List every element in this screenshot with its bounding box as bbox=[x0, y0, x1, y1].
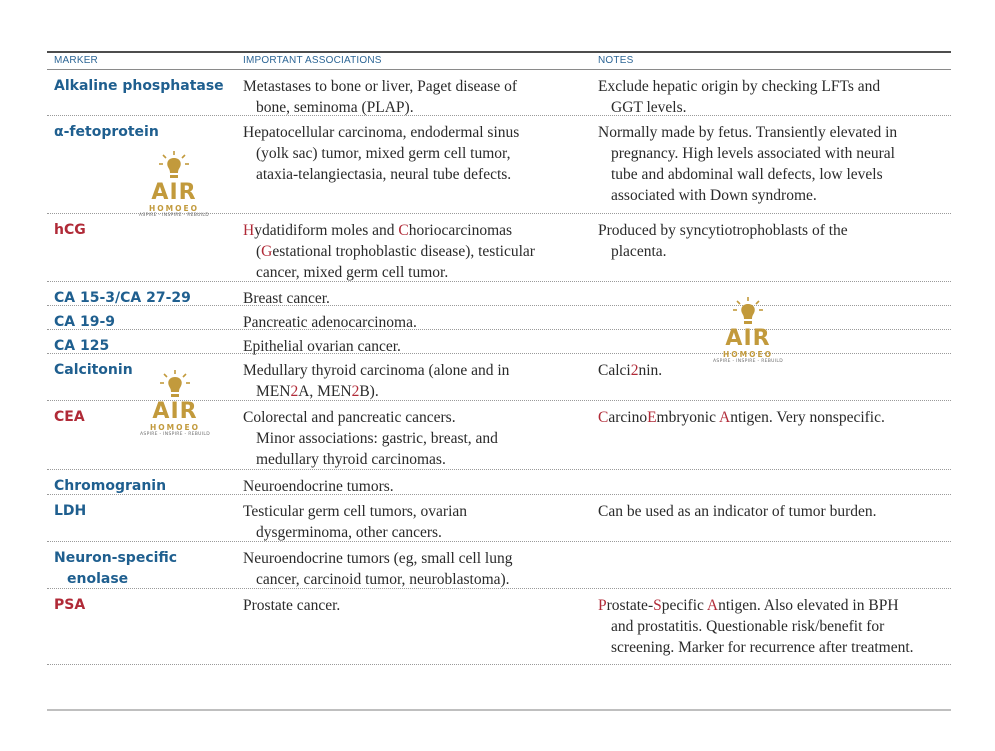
text-line bbox=[243, 143, 593, 164]
table-row bbox=[47, 214, 951, 282]
text-segment: Prostate cancer. bbox=[243, 597, 341, 614]
watermark-title: AIR bbox=[152, 399, 198, 424]
text-segment: Normally made by fetus. Transiently elevated in bbox=[598, 124, 898, 141]
text-segment: mbryonic bbox=[656, 409, 719, 426]
table-row bbox=[47, 306, 951, 330]
text-segment: (yolk sac) tumor, mixed germ cell tumor, bbox=[256, 145, 511, 162]
table-row bbox=[47, 589, 951, 665]
notes-cell bbox=[598, 220, 951, 262]
lightbulb-icon bbox=[158, 369, 192, 401]
text-segment: ydatidiform moles and bbox=[254, 222, 399, 239]
text-segment: pregnancy. High levels associated with neural bbox=[611, 145, 895, 162]
text-segment: horiocarcinomas bbox=[408, 222, 513, 239]
text-line bbox=[243, 595, 593, 616]
highlight-letter: 2 bbox=[630, 362, 639, 379]
text-segment: MEN bbox=[256, 383, 291, 400]
highlight-letter: H bbox=[243, 222, 255, 239]
text-segment: bone, seminoma (PLAP). bbox=[256, 99, 414, 116]
text-line bbox=[243, 428, 593, 449]
text-line bbox=[598, 501, 951, 522]
text-line bbox=[243, 76, 593, 97]
highlight-letter: A bbox=[718, 409, 731, 426]
marker-name-line: Calcitonin bbox=[54, 362, 133, 378]
text-segment: Testicular germ cell tumors, ovarian bbox=[243, 503, 468, 520]
text-segment: ( bbox=[256, 243, 262, 260]
text-segment: Minor associations: gastric, breast, and bbox=[256, 430, 498, 447]
text-segment: ntigen. Very nonspecific. bbox=[730, 409, 885, 426]
text-segment: cancer, carcinoid tumor, neuroblastoma). bbox=[256, 571, 510, 588]
text-segment: and prostatitis. Questionable risk/benefit for bbox=[611, 618, 885, 635]
marker-name-line: Neuron-specific bbox=[54, 550, 178, 566]
watermark-subtitle: HOMOEO bbox=[149, 204, 199, 213]
table-row bbox=[47, 470, 951, 495]
text-segment: Calci bbox=[598, 362, 631, 379]
text-line bbox=[243, 164, 593, 185]
marker-name bbox=[54, 220, 239, 241]
text-segment: ntigen. Also elevated in BPH bbox=[718, 597, 899, 614]
text-line bbox=[243, 569, 593, 590]
text-segment: Produced by syncytiotrophoblasts of the bbox=[598, 222, 848, 239]
text-segment: Exclude hepatic origin by checking LFTs and bbox=[598, 78, 881, 95]
watermark-logo bbox=[129, 150, 219, 219]
associations-cell bbox=[243, 501, 593, 543]
tumor-marker-table bbox=[47, 51, 951, 665]
marker-name bbox=[54, 548, 239, 590]
text-segment: Can be used as an indicator of tumor burden. bbox=[598, 503, 877, 520]
text-line bbox=[598, 407, 951, 428]
text-segment: cancer, mixed germ cell tumor. bbox=[256, 264, 449, 281]
text-segment: estational trophoblastic disease), testicular bbox=[272, 243, 535, 260]
text-line bbox=[598, 637, 951, 658]
text-line bbox=[598, 97, 951, 118]
text-segment: ataxia-telangiectasia, neural tube defects. bbox=[256, 166, 512, 183]
notes-cell bbox=[598, 76, 951, 118]
text-segment: Neuroendocrine tumors. bbox=[243, 478, 394, 495]
header-marker: MARKER bbox=[54, 55, 98, 66]
text-line bbox=[243, 476, 593, 497]
highlight-letter: C bbox=[398, 222, 409, 239]
associations-cell bbox=[243, 548, 593, 590]
highlight-letter: P bbox=[598, 597, 607, 614]
text-segment: tube and abdominal wall defects, low levels bbox=[611, 166, 883, 183]
watermark-logo bbox=[703, 296, 793, 365]
text-line bbox=[598, 616, 951, 637]
marker-name-line: α-fetoprotein bbox=[54, 124, 159, 140]
text-line bbox=[243, 262, 593, 283]
text-line bbox=[598, 241, 951, 262]
highlight-letter: A bbox=[706, 597, 719, 614]
marker-name-line: CA 15-3/CA 27-29 bbox=[54, 290, 191, 306]
lightbulb-icon bbox=[157, 150, 191, 182]
marker-name bbox=[54, 476, 239, 497]
text-segment: Breast cancer. bbox=[243, 290, 330, 307]
watermark-tagline: ASPIRE - INSPIRE - REBUILD bbox=[139, 213, 209, 218]
header-notes: NOTES bbox=[598, 55, 634, 66]
text-segment: arcino bbox=[608, 409, 648, 426]
associations-cell bbox=[243, 595, 593, 616]
marker-name-line: LDH bbox=[54, 503, 87, 519]
associations-cell bbox=[243, 476, 593, 497]
associations-cell bbox=[243, 76, 593, 118]
text-line bbox=[243, 241, 593, 262]
text-segment: A, MEN bbox=[298, 383, 352, 400]
text-line bbox=[243, 122, 593, 143]
table-row bbox=[47, 282, 951, 306]
lightbulb-icon bbox=[731, 296, 765, 328]
text-segment: rostate- bbox=[606, 597, 654, 614]
highlight-letter: 2 bbox=[290, 383, 299, 400]
text-line bbox=[243, 381, 593, 402]
notes-cell bbox=[598, 501, 951, 522]
table-header bbox=[47, 51, 951, 70]
highlight-letter: 2 bbox=[351, 383, 360, 400]
text-segment: Neuroendocrine tumors (eg, small cell lung bbox=[243, 550, 513, 567]
marker-name-line: Chromogranin bbox=[54, 478, 167, 494]
table-row bbox=[47, 70, 951, 116]
highlight-letter: E bbox=[647, 409, 657, 426]
marker-name-line: hCG bbox=[54, 222, 86, 238]
text-segment: medullary thyroid carcinomas. bbox=[256, 451, 446, 468]
text-segment: B). bbox=[359, 383, 379, 400]
watermark-logo bbox=[130, 369, 220, 438]
text-line bbox=[243, 97, 593, 118]
header-associations: IMPORTANT ASSOCIATIONS bbox=[243, 55, 382, 66]
text-line bbox=[598, 164, 951, 185]
table-row bbox=[47, 495, 951, 542]
associations-cell bbox=[243, 220, 593, 283]
marker-name-line: enolase bbox=[67, 571, 129, 587]
text-segment: nin. bbox=[638, 362, 663, 379]
associations-cell bbox=[243, 407, 593, 470]
text-segment: Pancreatic adenocarcinoma. bbox=[243, 314, 417, 331]
text-segment: associated with Down syndrome. bbox=[611, 187, 817, 204]
text-segment: screening. Marker for recurrence after treatment. bbox=[611, 639, 914, 656]
text-segment: placenta. bbox=[611, 243, 667, 260]
text-line bbox=[243, 548, 593, 569]
watermark-subtitle: HOMOEO bbox=[723, 350, 773, 359]
notes-cell bbox=[598, 595, 951, 658]
text-segment: Metastases to bone or liver, Paget disease of bbox=[243, 78, 517, 95]
highlight-letter: S bbox=[653, 597, 662, 614]
text-line bbox=[243, 522, 593, 543]
marker-name bbox=[54, 122, 239, 143]
text-line bbox=[243, 407, 593, 428]
text-segment: pecific bbox=[661, 597, 707, 614]
bottom-rule bbox=[47, 709, 951, 711]
marker-name-line: CA 19-9 bbox=[54, 314, 116, 330]
marker-name bbox=[54, 595, 239, 616]
marker-name-line: CA 125 bbox=[54, 338, 110, 354]
text-segment: GGT levels. bbox=[611, 99, 687, 116]
notes-cell bbox=[598, 122, 951, 206]
text-segment: dysgerminoma, other cancers. bbox=[256, 524, 442, 541]
table-row bbox=[47, 542, 951, 589]
text-line bbox=[243, 360, 593, 381]
watermark-title: AIR bbox=[151, 180, 197, 205]
text-line bbox=[243, 449, 593, 470]
text-line bbox=[598, 595, 951, 616]
highlight-letter: C bbox=[598, 409, 609, 426]
text-line bbox=[598, 122, 951, 143]
associations-cell bbox=[243, 360, 593, 402]
highlight-letter: G bbox=[261, 243, 273, 260]
watermark-tagline: ASPIRE - INSPIRE - REBUILD bbox=[140, 432, 210, 437]
text-segment: Epithelial ovarian cancer. bbox=[243, 338, 401, 355]
text-line bbox=[598, 76, 951, 97]
text-line bbox=[598, 220, 951, 241]
text-segment: Hepatocellular carcinoma, endodermal sinus bbox=[243, 124, 520, 141]
marker-name-line: PSA bbox=[54, 597, 86, 613]
marker-name bbox=[54, 76, 239, 97]
text-line bbox=[598, 185, 951, 206]
text-segment: Colorectal and pancreatic cancers. bbox=[243, 409, 456, 426]
text-segment: Medullary thyroid carcinoma (alone and in bbox=[243, 362, 510, 379]
watermark-tagline: ASPIRE - INSPIRE - REBUILD bbox=[713, 359, 783, 364]
marker-name-line: Alkaline phosphatase bbox=[54, 78, 224, 94]
marker-name-line: CEA bbox=[54, 409, 85, 425]
marker-name bbox=[54, 501, 239, 522]
watermark-subtitle: HOMOEO bbox=[150, 423, 200, 432]
text-line bbox=[243, 220, 593, 241]
associations-cell bbox=[243, 122, 593, 185]
watermark-title: AIR bbox=[725, 326, 771, 351]
notes-cell bbox=[598, 407, 951, 428]
text-line bbox=[243, 501, 593, 522]
text-line bbox=[598, 143, 951, 164]
